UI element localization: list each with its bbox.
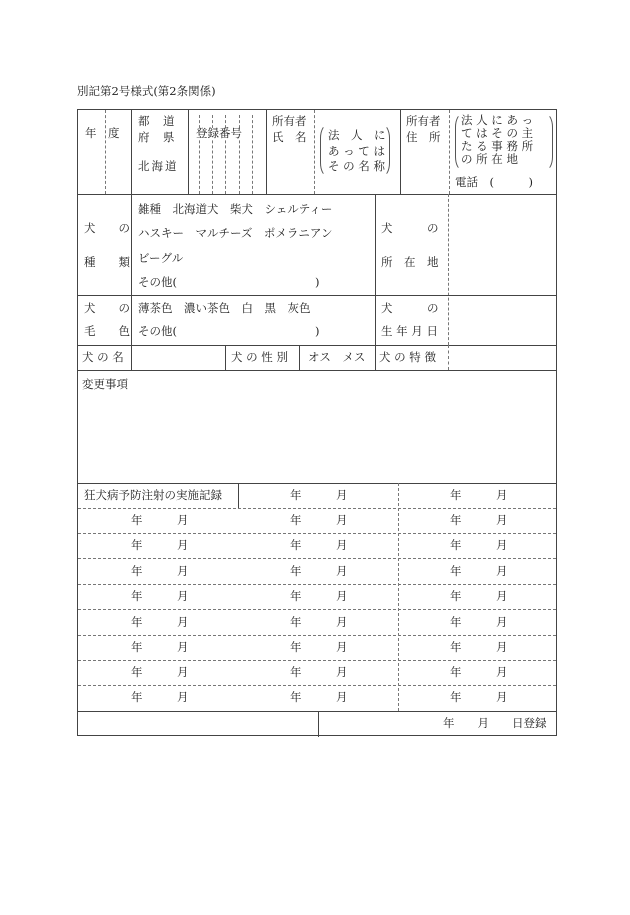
breed-option-line: ハスキー マルチーズ ポメラニアン (138, 226, 333, 240)
row-line (78, 483, 556, 484)
divider (266, 110, 267, 194)
vaccination-date: 年 月 (450, 665, 508, 679)
vaccination-date: 年 月 (450, 513, 508, 527)
divider (449, 110, 450, 194)
vaccination-date: 年 月 (450, 488, 508, 502)
divider (448, 345, 449, 370)
birth-date-label: 生 年 月 日 (381, 324, 438, 338)
vaccination-date: 年 月 (290, 615, 348, 629)
vaccination-date: 年 月 (290, 640, 348, 654)
divider (318, 711, 319, 737)
divider (225, 345, 226, 370)
corporation-address-note: 法 人 に あ っ (461, 113, 534, 127)
vaccination-date: 年 月 (290, 564, 348, 578)
row-line (78, 508, 556, 509)
divider (105, 110, 106, 194)
owner-name-label: 氏 名 (272, 130, 307, 144)
corporation-address-note: た る 事 務 所 (461, 139, 534, 153)
row-line (78, 194, 556, 195)
row-line (78, 533, 556, 534)
divider (375, 345, 376, 370)
dog-location-label: 所 在 地 (381, 255, 439, 269)
vaccination-date: 年 月 (131, 538, 189, 552)
prefecture-label: 都 道 (138, 114, 176, 128)
breed-label: 種 類 (84, 255, 130, 269)
divider (131, 345, 132, 370)
vaccination-date: 年 月 (290, 665, 348, 679)
dog-location-label: 犬 の (381, 221, 439, 235)
year-label: 年 度 (85, 126, 120, 140)
corporation-address-note: の 所 在 地 (461, 152, 518, 166)
vaccination-date: 年 月 (290, 513, 348, 527)
row-line (78, 370, 556, 371)
corporation-name-note: 法 人 に (328, 128, 386, 142)
row-line (78, 295, 556, 296)
vaccination-date: 年 月 (131, 690, 189, 704)
phone-label: 電話 ( ) (455, 175, 533, 189)
divider (400, 110, 401, 194)
divider (299, 345, 300, 370)
form-title: 別記第2号様式(第2条関係) (77, 84, 216, 98)
dog-registration-form (77, 109, 557, 736)
owner-address-label: 住 所 (406, 130, 441, 144)
coat-color-label: 犬 の (84, 301, 130, 315)
rabies-record-label: 狂犬病予防注射の実施記録 (84, 488, 222, 502)
divider (131, 110, 132, 361)
breed-option-line: ビーグル (138, 251, 184, 265)
dog-features-label: 犬 の 特 徴 (379, 350, 436, 364)
coat-color-options: 薄茶色 濃い茶色 白 黒 灰色 (138, 301, 311, 315)
vaccination-date: 年 月 (131, 665, 189, 679)
divider (238, 483, 239, 508)
vaccination-date: 年 月 (290, 538, 348, 552)
vaccination-date: 年 月 (450, 615, 508, 629)
birth-date-label: 犬 の (381, 301, 439, 315)
vaccination-date: 年 月 (131, 513, 189, 527)
divider (314, 110, 315, 194)
dog-name-label: 犬 の 名 (82, 350, 124, 364)
vaccination-date: 年 月 (290, 488, 348, 502)
vaccination-date: 年 月 (450, 538, 508, 552)
corporation-address-note: て は そ の 主 (461, 126, 534, 140)
row-line (78, 609, 556, 610)
row-line (78, 660, 556, 661)
row-line (78, 635, 556, 636)
owner-address-label: 所有者 (406, 114, 441, 128)
row-line (78, 584, 556, 585)
vaccination-date: 年 月 (131, 640, 189, 654)
vaccination-date: 年 月 (131, 564, 189, 578)
breed-option-line: 雑種 北海道犬 柴犬 シェルティー (138, 202, 333, 216)
dog-sex-label: 犬 の 性 別 (231, 350, 288, 364)
vaccination-date: 年 月 (450, 564, 508, 578)
dog-sex-options: オス メス (308, 350, 366, 364)
hokkaido-label: 北海道 (138, 159, 179, 173)
changes-label: 変更事項 (82, 377, 128, 391)
vaccination-date: 年 月 (290, 690, 348, 704)
row-line (78, 711, 556, 712)
prefecture-label: 府 県 (138, 130, 176, 144)
vaccination-date: 年 月 (290, 589, 348, 603)
registration-date-label: 年 月 日登録 (443, 716, 547, 730)
divider (252, 115, 253, 194)
row-line (78, 345, 556, 346)
corporation-name-note: あ っ て は (328, 144, 385, 158)
divider (448, 194, 449, 345)
registration-number-label: 登録番号 (196, 126, 242, 140)
divider (398, 483, 399, 711)
divider (188, 110, 189, 194)
vaccination-date: 年 月 (450, 690, 508, 704)
vaccination-date: 年 月 (131, 589, 189, 603)
vaccination-date: 年 月 (450, 589, 508, 603)
coat-color-label: 毛 色 (84, 324, 130, 338)
vaccination-date: 年 月 (450, 640, 508, 654)
divider (375, 194, 376, 345)
coat-color-other: その他( ) (138, 324, 320, 338)
row-line (78, 558, 556, 559)
owner-name-label: 所有者 (272, 114, 307, 128)
breed-other-line: その他( ) (138, 275, 320, 289)
vaccination-date: 年 月 (131, 615, 189, 629)
row-line (78, 685, 556, 686)
corporation-name-note: そ の 名 称 (328, 159, 385, 173)
breed-label: 犬 の (84, 221, 130, 235)
